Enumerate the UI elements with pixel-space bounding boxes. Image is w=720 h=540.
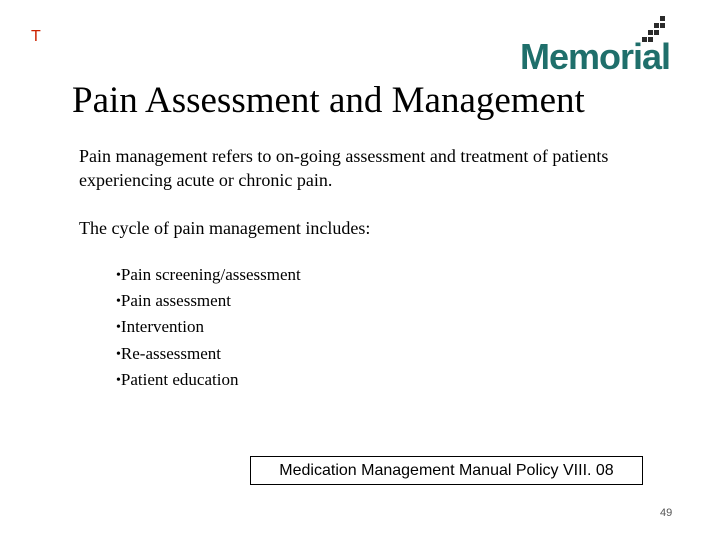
memorial-logo — [520, 14, 692, 76]
cycle-heading: The cycle of pain management includes: — [79, 218, 371, 238]
bullet-item: •Patient education — [116, 369, 239, 389]
bullet-list — [116, 263, 301, 394]
slide-title: Pain Assessment and Management — [72, 80, 585, 121]
corner-mark: T — [31, 28, 41, 45]
bullet-item: •Pain assessment — [116, 291, 231, 311]
page-number: 49 — [660, 507, 673, 519]
bullet-item: •Pain screening/assessment — [116, 265, 301, 284]
policy-reference-box: Medication Management Manual Policy VIII. 08 — [250, 456, 643, 485]
bullet-item: •Intervention — [116, 317, 204, 337]
logo-text: Memorial — [520, 36, 671, 77]
bullet-item: •Re-assessment — [116, 343, 221, 363]
intro-paragraph: Pain management refers to on-going assessment and treatment of patients experiencing acute or chronic pain. — [79, 146, 609, 190]
